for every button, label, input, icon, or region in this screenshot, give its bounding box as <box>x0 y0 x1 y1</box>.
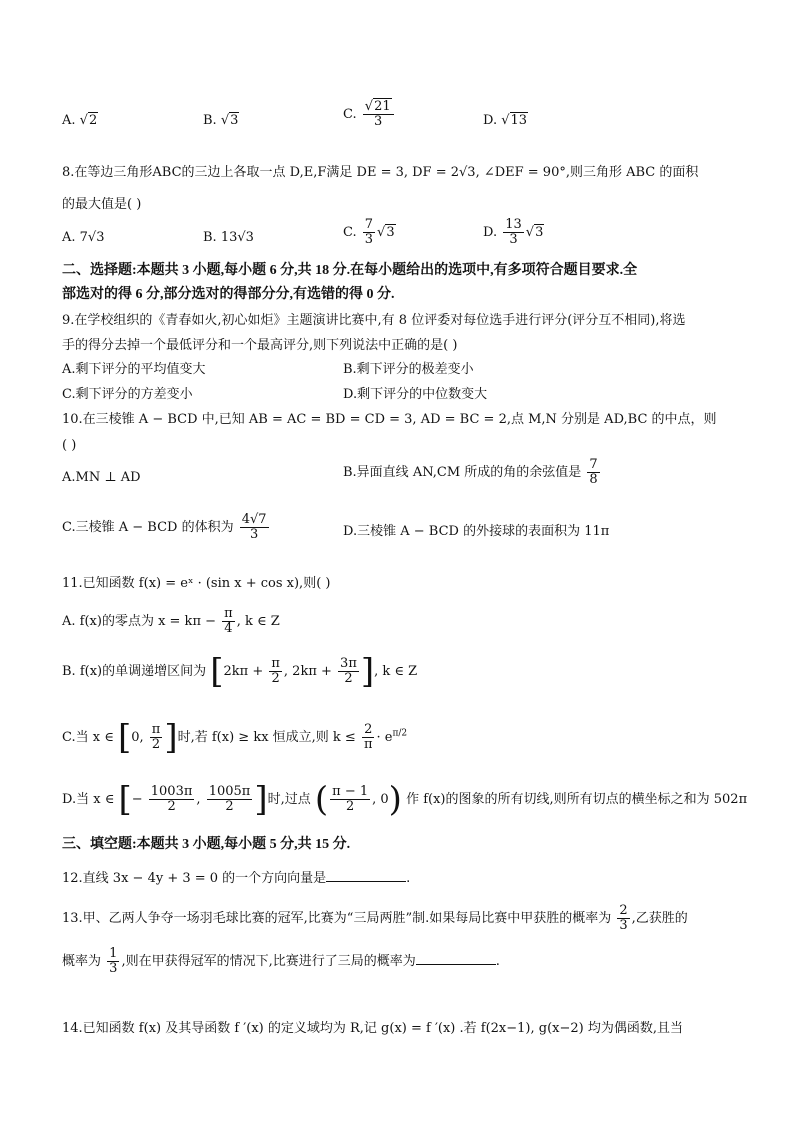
q8-option-c: C. $\frac{7}{3}$ √3 <box>343 217 395 247</box>
q9-option-c: C.剩下评分的方差变小 <box>62 387 193 402</box>
q9-option-b: B.剩下评分的极差变小 <box>343 362 474 377</box>
q11-option-d: D.当 x ∈ [− $\frac{1003\pi}{2}$ , $\frac{1005\pi}{2}$ ]时,过点 ( $\frac{\pi - 1}{2}$ , 0) 作 f(x)的图象的所有切线,则所有切点的横坐标之和为 502π <box>62 779 748 820</box>
q8-stem-line1: 8.在等边三角形ABC的三边上各取一点 D,E,F满足 DE = 3, DF = 2√3, ∠DEF = 90°,则三角形 ABC 的面积 <box>62 165 699 180</box>
q13-answer-blank[interactable] <box>416 952 496 965</box>
q13-stem-line2: 概率为 $\frac{1}{3}$ ,则在甲获得冠军的情况下,比赛进行了三局的概率为 . <box>62 946 500 976</box>
q8-option-a: A. 7√3 <box>62 230 105 245</box>
q9-option-a: A.剩下评分的平均值变大 <box>62 362 206 377</box>
q7-option-a: A. √2 <box>62 113 98 128</box>
q10-stem-line2: ( ) <box>62 438 77 453</box>
q8-stem-line2: 的最大值是( ) <box>62 197 142 212</box>
q10-option-a: A.MN ⊥ AD <box>62 470 141 485</box>
q9-stem-line1: 9.在学校组织的《青春如火,初心如炬》主题演讲比赛中,有 8 位评委对每位选手进行评分(评分互不相同),将选 <box>62 313 686 328</box>
q13-stem-line1: 13.甲、乙两人争夺一场羽毛球比赛的冠军,比赛为“三局两胜”制.如果每局比赛中甲获胜的概率为 $\frac{2}{3}$ ,乙获胜的 <box>62 903 688 933</box>
section2-heading-line1: 二、选择题:本题共 3 小题,每小题 6 分,共 18 分.在每小题给出的选项中,有多项符合题目要求.全 <box>62 263 638 278</box>
q11-option-a: A. f(x)的零点为 x = kπ − $\frac{\pi}{4}$ , k ∈ Z <box>62 606 280 636</box>
q12-answer-blank[interactable] <box>326 869 406 882</box>
q7-option-d: D. √13 <box>483 113 528 128</box>
q8-option-b: B. 13√3 <box>203 230 254 245</box>
q14-stem: 14.已知函数 f(x) 及其导函数 f ′(x) 的定义域均为 R,记 g(x) = f ′(x) .若 f(2x−1), g(x−2) 均为偶函数,且当 <box>62 1021 683 1036</box>
q8-option-d: D. $\frac{13}{3}$ √3 <box>483 217 544 247</box>
q11-option-c: C.当 x ∈ [0, $\frac{\pi}{2}$ ]时,若 f(x) ≥ kx 恒成立,则 k ≤ $\frac{2}{\pi}$ · $e^{\pi/2}$ <box>62 717 408 758</box>
q12-stem: 12.直线 3x − 4y + 3 = 0 的一个方向向量是 . <box>62 871 411 886</box>
q9-stem-line2: 手的得分去掉一个最低评分和一个最高评分,则下列说法中正确的是( ) <box>62 338 458 353</box>
q11-stem: 11.已知函数 f(x) = eˣ · (sin x + cos x),则( ) <box>62 576 331 591</box>
q9-option-d: D.剩下评分的中位数变大 <box>343 387 488 402</box>
section2-heading-line2: 部选对的得 6 分,部分选对的得部分分,有选错的得 0 分. <box>62 287 395 302</box>
q10-option-d: D.三棱锥 A − BCD 的外接球的表面积为 11π <box>343 524 610 539</box>
q10-stem-line1: 10.在三棱锥 A − BCD 中,已知 AB = AC = BD = CD = 3, AD = BC = 2,点 M,N 分别是 AD,BC 的中点，则 <box>62 412 717 427</box>
q7-option-b: B. √3 <box>203 113 239 128</box>
q11-option-b: B. f(x)的单调递增区间为 [2kπ + $\frac{\pi}{2}$ , 2kπ + $\frac{3\pi}{2}$ ], k ∈ Z <box>62 651 418 692</box>
q10-option-c: C.三棱锥 A − BCD 的体积为 $\frac{4√7}{3}$ <box>62 512 267 542</box>
q7-option-c: C. $\frac{√21}{3}$ <box>343 100 396 129</box>
section3-heading: 三、填空题:本题共 3 小题,每小题 5 分,共 15 分. <box>62 837 351 852</box>
q10-option-b: B.异面直线 AN,CM 所成的角的余弦值是 $\frac{7}{8}$ <box>343 457 598 487</box>
